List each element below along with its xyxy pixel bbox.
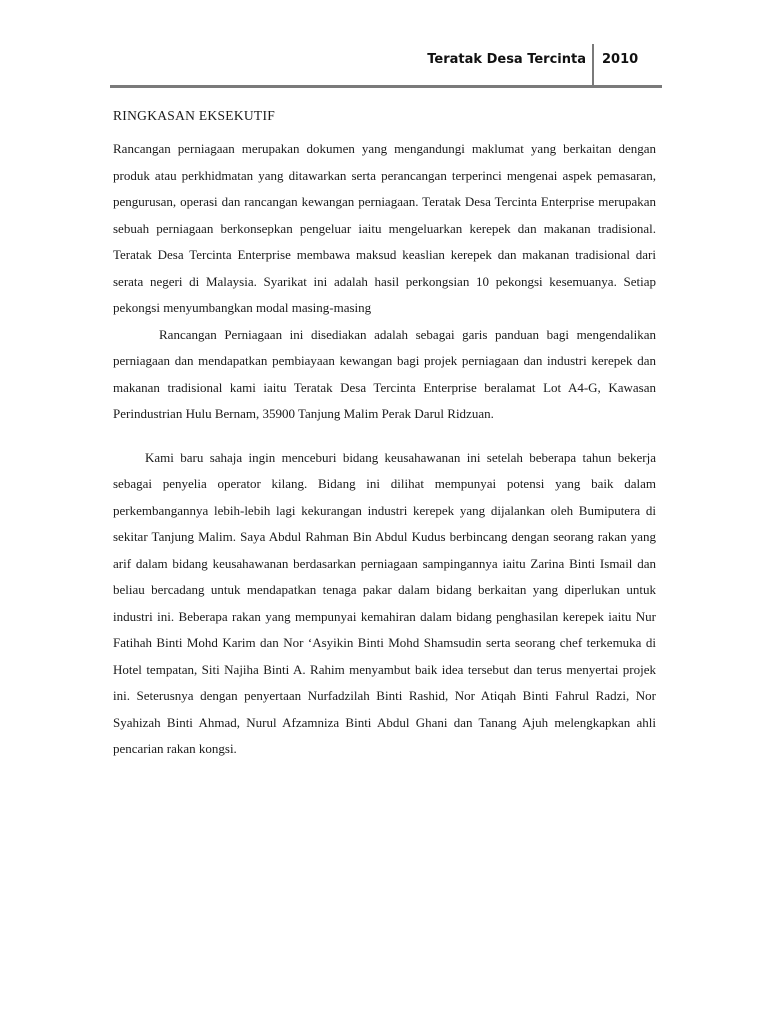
document-title: Teratak Desa Tercinta bbox=[427, 52, 586, 67]
paragraph-1: Rancangan perniagaan merupakan dokumen yang mengandungi maklumat yang berkaitan dengan produk atau perkhidmatan yang ditawarkan serta perancangan terperinci mengenai aspek pemasaran, pengurusan, operasi dan rancangan kewangan perniagaan. Teratak Desa Tercinta Enterprise merupakan sebuah perniagaan berkonsepkan pengeluar iaitu mengeluarkan kerepek dan makanan tradisional. Teratak Desa Tercinta Enterprise membawa maksud keaslian kerepek dan makanan tradisional dari serata negeri di Malaysia. Syarikat ini adalah hasil perkongsian 10 pekongsi kesemuanya. Setiap pekongsi menyumbangkan modal masing-masing bbox=[113, 141, 656, 315]
header-separator bbox=[592, 44, 594, 88]
paragraph-spacer bbox=[113, 428, 656, 445]
document-body bbox=[113, 106, 656, 763]
paragraph-3: Kami baru sahaja ingin menceburi bidang keusahawanan ini setelah beberapa tahun bekerja sebagai penyelia operator kilang. Bidang ini dilihat mempunyai potensi yang baik dalam perkembangannya lebih-lebih lagi kekurangan industri kerepek yang dijalankan oleh Bumiputera di sekitar Tanjung Malim. Saya Abdul Rahman Bin Abdul Kudus berbincang dengan seorang rakan yang arif dalam bidang keusahawanan berdasarkan perniagaan sampingannya iaitu Zarina Binti Ismail dan beliau bercadang untuk mendapatkan tenaga pakar dalam bidang berkaitan yang diperlukan untuk industri ini. Beberapa rakan yang mempunyai kemahiran dalam bidang penghasilan kerepek iaitu Nur Fatihah Binti Mohd Karim dan Nor ‘Asyikin Binti Mohd Shamsudin serta seorang chef terkemuka di Hotel tempatan, Siti Najiha Binti A. Rahim menyambut baik idea tersebut dan terus menyertai projek ini. Seterusnya dengan penyertaan Nurfadzilah Binti Rashid, Nor Atiqah Binti Fahrul Radzi, Nor Syahizah Binti Ahmad, Nurul Afzamniza Binti Abdul Ghani dan Tanang Ajuh melengkapkan ahli pencarian rakan kongsi. bbox=[113, 449, 656, 756]
document-year: 2010 bbox=[602, 52, 639, 67]
header-rule bbox=[110, 85, 662, 88]
page-header bbox=[110, 44, 662, 88]
section-heading: RINGKASAN EKSEKUTIF bbox=[113, 108, 276, 123]
paragraph-2: Rancangan Perniagaan ini disediakan adalah sebagai garis panduan bagi mengendalikan perniagaan dan mendapatkan pembiayaan kewangan bagi projek perniagaan dan industri kerepek dan makanan tradisional kami iaitu Teratak Desa Tercinta Enterprise beralamat Lot A4-G, Kawasan Perindustrian Hulu Bernam, 35900 Tanjung Malim Perak Darul Ridzuan. bbox=[113, 326, 656, 421]
